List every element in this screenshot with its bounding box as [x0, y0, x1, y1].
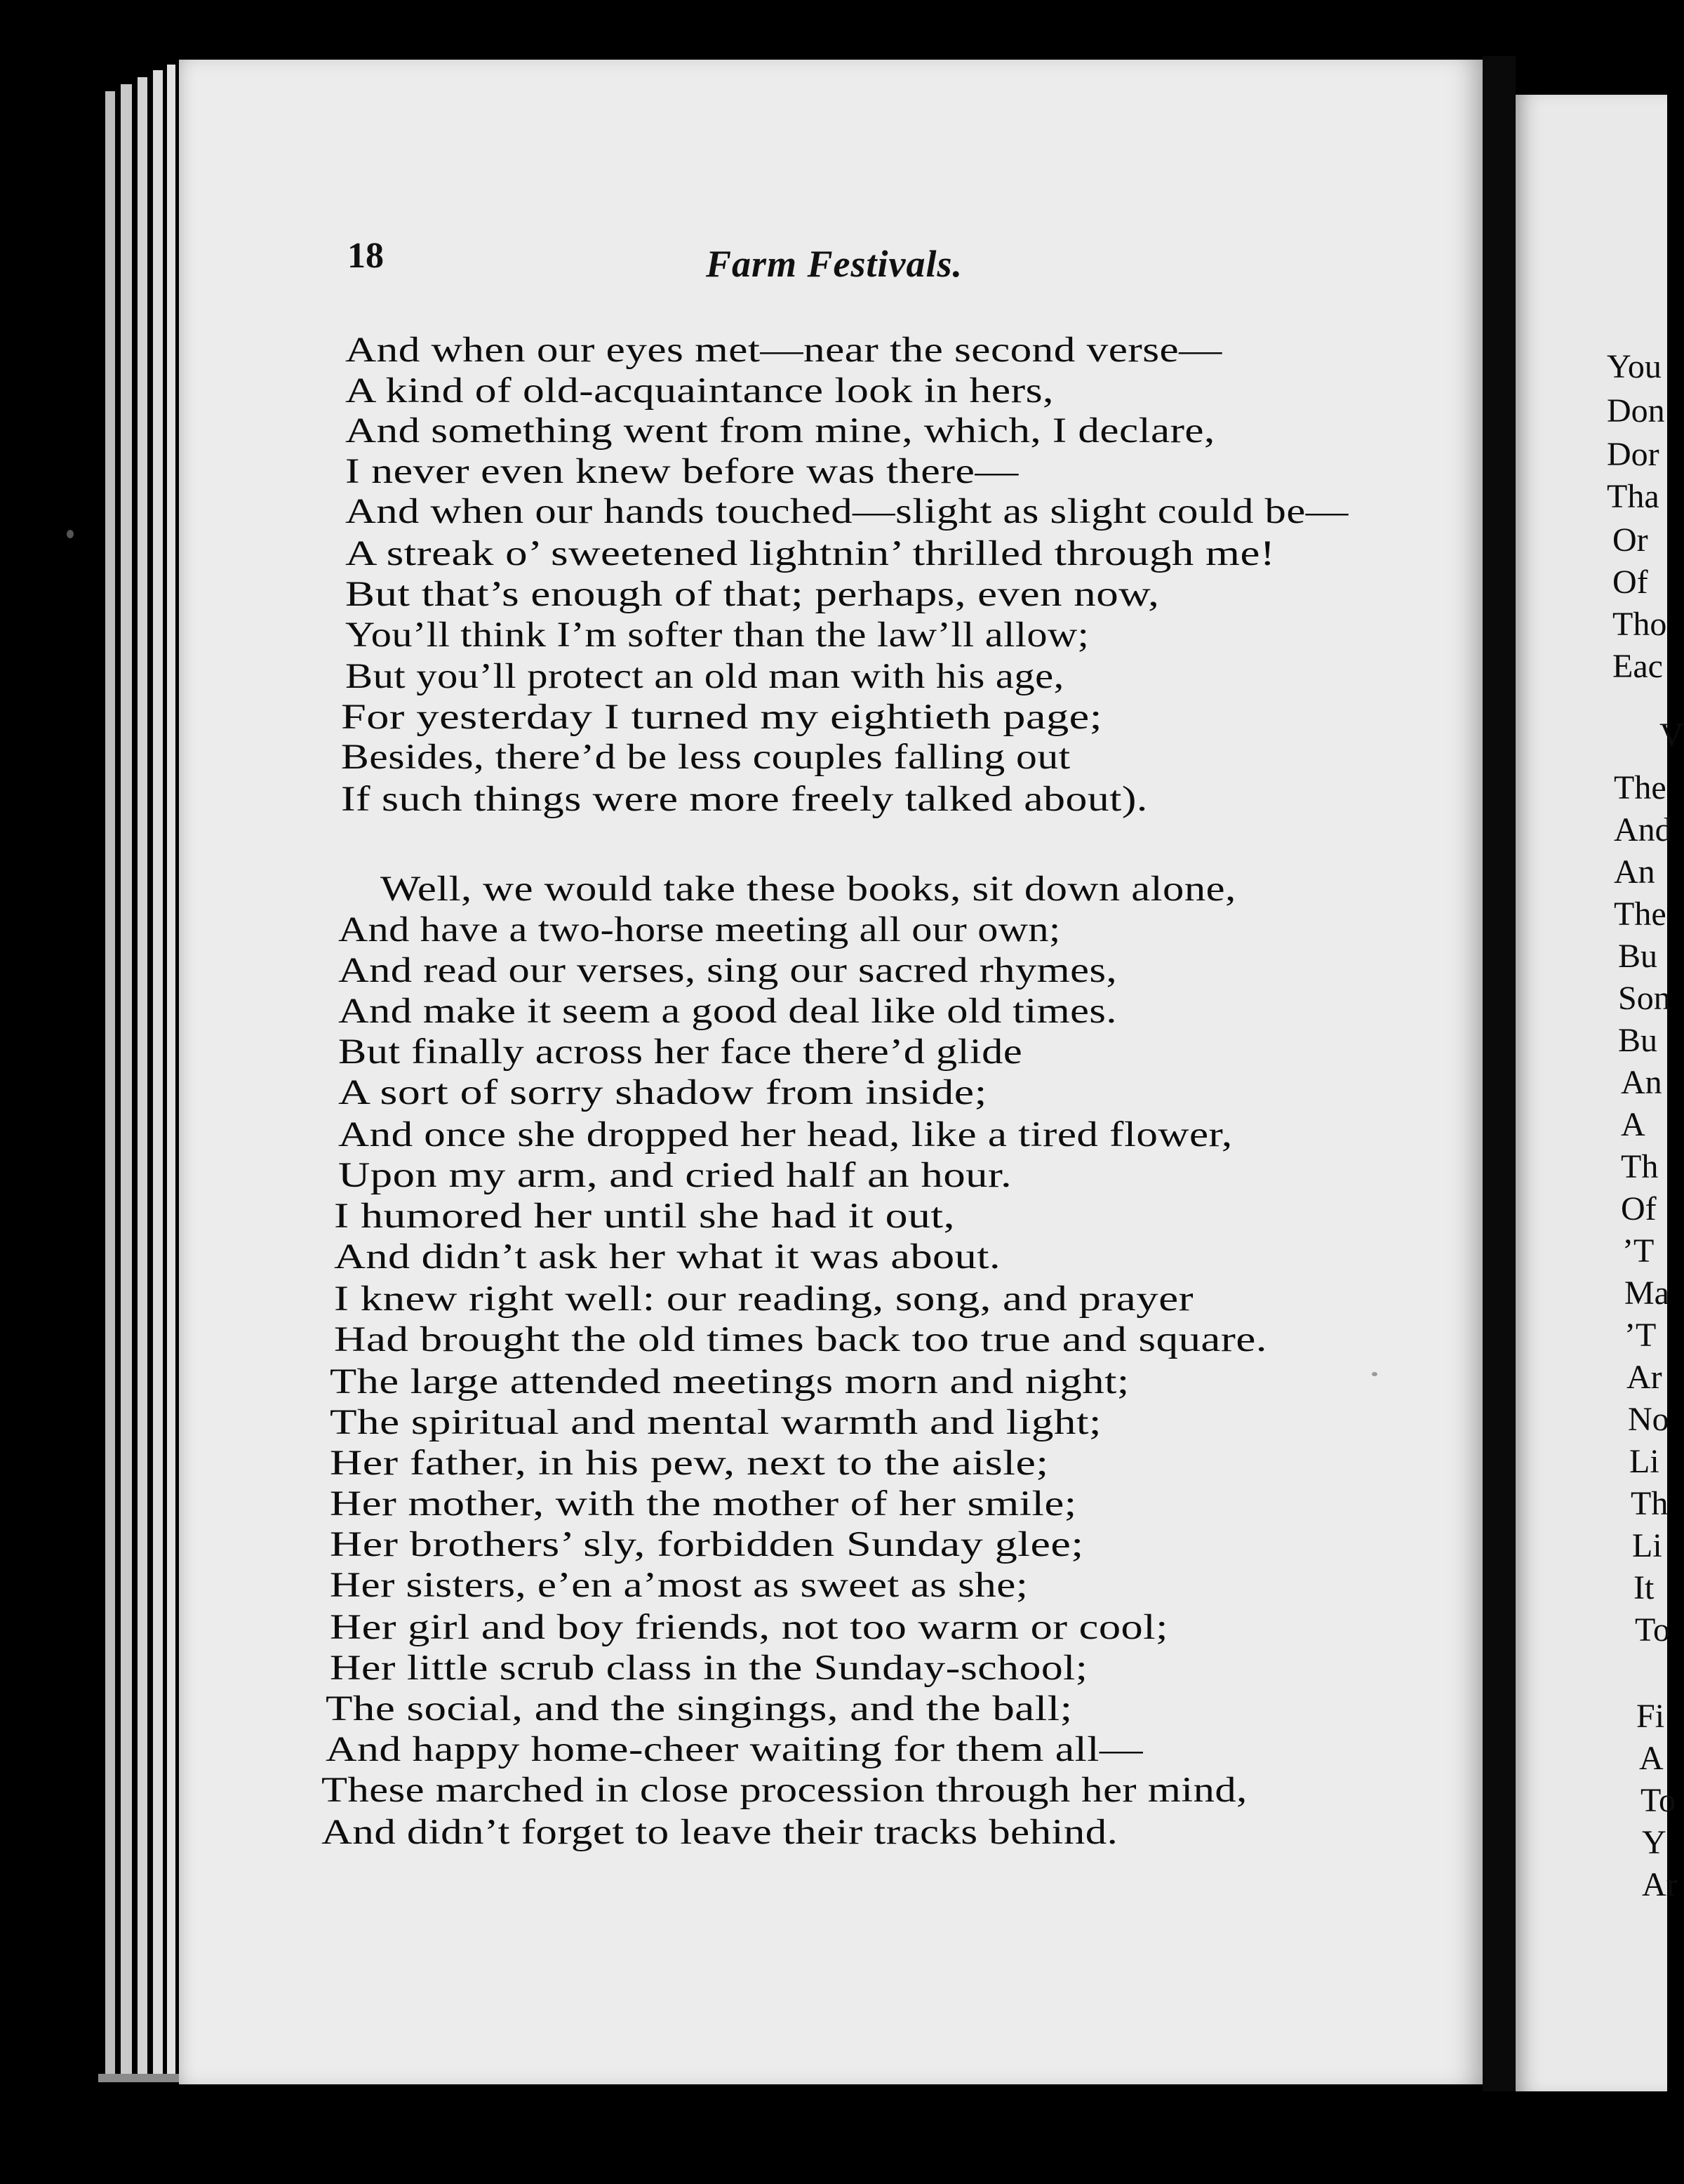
- verse-line: And didn’t ask her what it was about.: [334, 1237, 1001, 1277]
- facing-page-fragment: You: [1607, 348, 1662, 385]
- facing-page-fragment: No: [1628, 1401, 1669, 1438]
- facing-page-fragment: And: [1614, 811, 1672, 848]
- facing-page-fragment: V: [1659, 717, 1684, 754]
- verse-line: But you’ll protect an old man with his age,: [345, 657, 1064, 696]
- verse-line: For yesterday I turned my eightieth page;: [341, 698, 1103, 737]
- facing-page-fragment: It: [1633, 1569, 1655, 1606]
- verse-line: Besides, there’d be less couples falling out: [341, 738, 1071, 777]
- paper-speck: [67, 530, 74, 538]
- facing-page-fragment: A: [1639, 1740, 1664, 1777]
- page-edge: [138, 77, 147, 2081]
- facing-page-fragment: Th: [1631, 1485, 1669, 1522]
- facing-page-fragment: A: [1621, 1106, 1645, 1143]
- verse-line: I knew right well: our reading, song, and prayer: [334, 1279, 1194, 1319]
- facing-page-fragment: Y: [1642, 1824, 1666, 1861]
- page-edge: [167, 65, 175, 2082]
- facing-page-fragment: Ar: [1642, 1866, 1678, 1903]
- facing-page-fragment: Tho: [1612, 606, 1667, 643]
- facing-page-fragment: Of: [1621, 1190, 1657, 1227]
- verse-line: And something went from mine, which, I declare,: [345, 411, 1215, 451]
- facing-page-fragment: Don: [1607, 392, 1665, 430]
- page-edge: [153, 70, 163, 2081]
- verse-line: A kind of old-acquaintance look in hers,: [345, 371, 1054, 411]
- paper-speck: [1372, 1372, 1377, 1376]
- facing-page-fragment: Li: [1629, 1443, 1659, 1480]
- facing-page-fragment: Tha: [1607, 478, 1659, 515]
- verse-line: But that’s enough of that; perhaps, even now,: [345, 575, 1160, 614]
- verse-line: And when our eyes met—near the second verse—: [345, 331, 1222, 370]
- facing-page-fragment: An: [1614, 853, 1655, 891]
- facing-page-fragment: Bu: [1618, 938, 1658, 975]
- verse-line: The spiritual and mental warmth and light;: [330, 1403, 1102, 1442]
- facing-page-fragment: Of: [1612, 564, 1648, 601]
- verse-line: And happy home-cheer waiting for them all—: [326, 1730, 1144, 1769]
- verse-line: These marched in close procession through her mind,: [321, 1771, 1248, 1810]
- facing-page-fragment: Dor: [1607, 436, 1659, 473]
- verse-line: Upon my arm, and cried half an hour.: [338, 1156, 1013, 1195]
- facing-page-fragment: Son: [1618, 980, 1671, 1017]
- verse-line: Her little scrub class in the Sunday-school;: [330, 1649, 1088, 1688]
- verse-line: Her girl and boy friends, not too warm or cool;: [330, 1608, 1168, 1647]
- facing-page-fragment: Bu: [1618, 1022, 1658, 1059]
- page-edge: [121, 84, 132, 2081]
- book-gutter: [1483, 56, 1516, 2091]
- verse-line: And didn’t forget to leave their tracks behind.: [321, 1813, 1118, 1852]
- facing-page-fragment: An: [1621, 1064, 1662, 1101]
- facing-page-fragment: Li: [1632, 1527, 1662, 1564]
- verse-line: And make it seem a good deal like old times.: [338, 992, 1117, 1031]
- running-head: Farm Festivals.: [706, 243, 963, 285]
- facing-page-fragment: Ar: [1626, 1359, 1662, 1396]
- verse-line: And have a two-horse meeting all our own;: [338, 910, 1061, 950]
- facing-page-fragment: Th: [1621, 1148, 1659, 1185]
- facing-page-fragment: To: [1640, 1782, 1676, 1819]
- verse-line: Had brought the old times back too true and square.: [334, 1320, 1268, 1359]
- verse-line: Her father, in his pew, next to the aisle;: [330, 1444, 1049, 1483]
- page-edge: [105, 91, 115, 2077]
- facing-page-fragment: Fi: [1636, 1698, 1665, 1735]
- verse-line: A streak o’ sweetened lightnin’ thrilled through me!: [345, 534, 1276, 573]
- verse-line: Her sisters, e’en a’most as sweet as she;: [330, 1566, 1029, 1605]
- verse-line: You’ll think I’m softer than the law’ll allow;: [345, 615, 1090, 655]
- facing-page-fragment: The: [1614, 895, 1666, 933]
- facing-page-fragment: The: [1614, 769, 1666, 806]
- facing-page-fragment: ’T: [1622, 1232, 1655, 1270]
- page-number: 18: [347, 236, 384, 276]
- facing-page-fragment: Ma: [1624, 1274, 1669, 1312]
- verse-line: A sort of sorry shadow from inside;: [338, 1073, 987, 1112]
- verse-line: But finally across her face there’d glide: [338, 1032, 1023, 1072]
- facing-page-fragment: Or: [1612, 521, 1648, 559]
- verse-line: I humored her until she had it out,: [334, 1197, 956, 1236]
- verse-line: And once she dropped her head, like a tired flower,: [338, 1115, 1233, 1154]
- facing-page-fragment: To: [1635, 1611, 1670, 1649]
- verse-line: If such things were more freely talked about).: [341, 780, 1148, 819]
- facing-page-fragment: ’T: [1624, 1317, 1657, 1354]
- verse-line: I never even knew before was there—: [345, 452, 1019, 491]
- verse-line: Well, we would take these books, sit down alone,: [380, 870, 1236, 909]
- verse-line: The large attended meetings morn and night;: [330, 1362, 1130, 1401]
- facing-page-fragment: Eac: [1612, 648, 1663, 685]
- verse-line: Her brothers’ sly, forbidden Sunday glee;: [330, 1525, 1084, 1564]
- verse-line: Her mother, with the mother of her smile;: [330, 1484, 1077, 1524]
- verse-line: The social, and the singings, and the ball;: [326, 1689, 1073, 1729]
- verse-line: And when our hands touched—slight as slight could be—: [345, 492, 1349, 531]
- verse-line: And read our verses, sing our sacred rhymes,: [338, 951, 1118, 990]
- facing-page: [1516, 95, 1684, 2091]
